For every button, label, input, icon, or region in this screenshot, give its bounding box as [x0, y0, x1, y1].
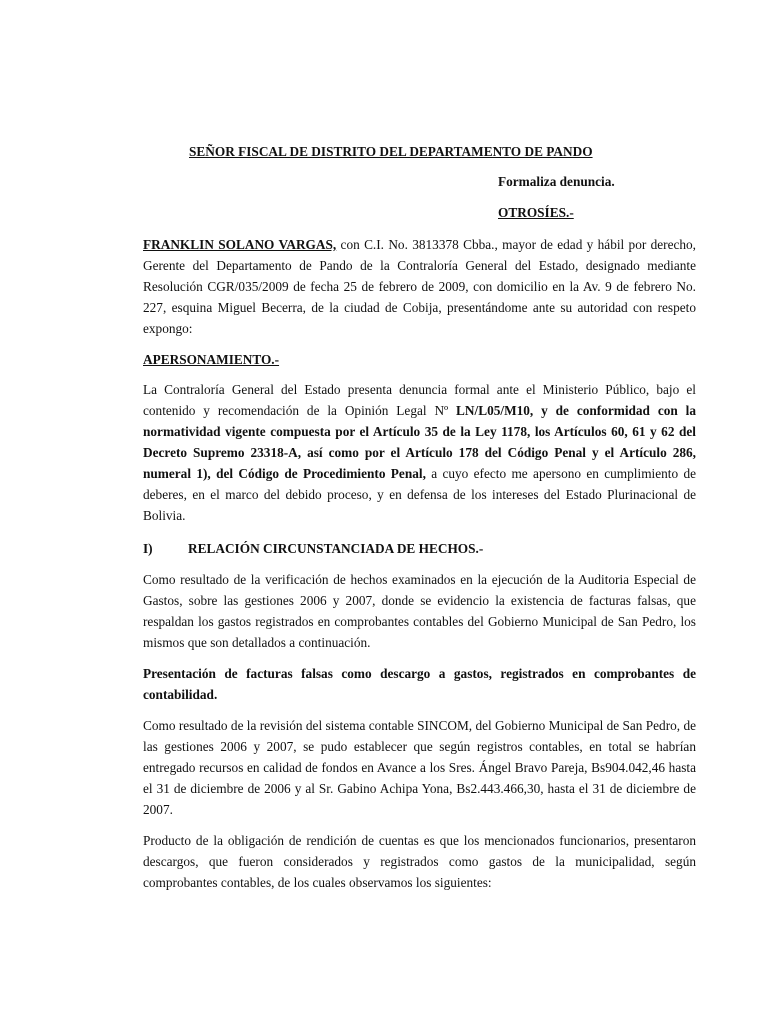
reference-line-2: OTROSÍES.-: [498, 205, 574, 220]
apersonamiento-legal-basis: , y de conformidad con la normatividad vigente compuesta por el Artículo 35 de la Ley 1178, los Artículos 60, 61 y 62 del Decreto Supremo 23318-A, así como por el Artículo 178 del Código Penal y el Artículo 286, numeral 1), del Código de Procedimiento Penal,: [143, 403, 696, 481]
section-1-paragraph-3-text: Producto de la obligación de rendición de cuentas es que los mencionados funcionarios, presentaron descargos, que fueron considerados y registrados como gastos de la municipalidad, según comprobantes contables, de los cuales observamos los siguientes:: [143, 833, 696, 890]
section-1-heading: [143, 538, 696, 559]
section-1-subtitle: [143, 663, 696, 705]
reference-line-1: Formaliza denuncia.: [498, 174, 615, 189]
intro-text: con C.I. No. 3813378 Cbba., mayor de edad y hábil por derecho, Gerente del Departamento de Pando de la Contraloría General del Estado, designado mediante Resolución CGR/035/2009 de fecha 25 de febrero de 2009, con domicilio en la Av. 9 de febrero No. 227, esquina Miguel Becerra, de la ciudad de Cobija, presentándome ante su autoridad con respeto expongo:: [143, 237, 696, 336]
section-1-number: I): [143, 541, 153, 556]
complainant-name: FRANKLIN SOLANO VARGAS,: [143, 237, 337, 252]
section-1-subtitle-text: Presentación de facturas falsas como descargo a gastos, registrados en comprobantes de contabilidad.: [143, 666, 696, 702]
section-1-paragraph-1-text: Como resultado de la verificación de hechos examinados en la ejecución de la Auditoria Especial de Gastos, sobre las gestiones 2006 y 2007, donde se evidencio la existencia de facturas falsas, que respaldan los gastos registrados en comprobantes contables del Gobierno Municipal de San Pedro, los mismos que son detallados a continuación.: [143, 572, 696, 650]
apersonamiento-text-1: La Contraloría General del Estado presenta denuncia formal ante el Ministerio Público, bajo el contenido y recomendación de la Opinión Legal Nº: [143, 382, 696, 418]
section-1-title: RELACIÓN CIRCUNSTANCIADA DE HECHOS.-: [188, 541, 484, 556]
legal-opinion-number: LN/L05/M10: [456, 403, 530, 418]
section-1-paragraph-2: [143, 715, 696, 820]
intro-paragraph: [143, 234, 696, 339]
addressee-heading: SEÑOR FISCAL DE DISTRITO DEL DEPARTAMENTO DE PANDO: [189, 144, 593, 159]
apersonamiento-title: APERSONAMIENTO.-: [143, 352, 280, 367]
apersonamiento-text-2: a cuyo efecto me apersono en cumplimiento de deberes, en el marco del debido proceso, y en defensa de los intereses del Estado Plurinacional de Bolivia.: [143, 466, 697, 523]
section-1-paragraph-3: [143, 830, 696, 893]
section-1-paragraph-1: [143, 569, 696, 653]
apersonamiento-paragraph: [143, 379, 696, 526]
section-1-paragraph-2-text: Como resultado de la revisión del sistema contable SINCOM, del Gobierno Municipal de San Pedro, de las gestiones 2006 y 2007, se pudo establecer que según registros contables, en total se habrían entregado recursos en calidad de fondos en Avance a los Sres. Ángel Bravo Pareja, Bs904.042,46 hasta el 31 de diciembre de 2006 y al Sr. Gabino Achipa Yona, Bs2.443.466,30, hasta el 31 de diciembre de 2007.: [143, 718, 696, 817]
